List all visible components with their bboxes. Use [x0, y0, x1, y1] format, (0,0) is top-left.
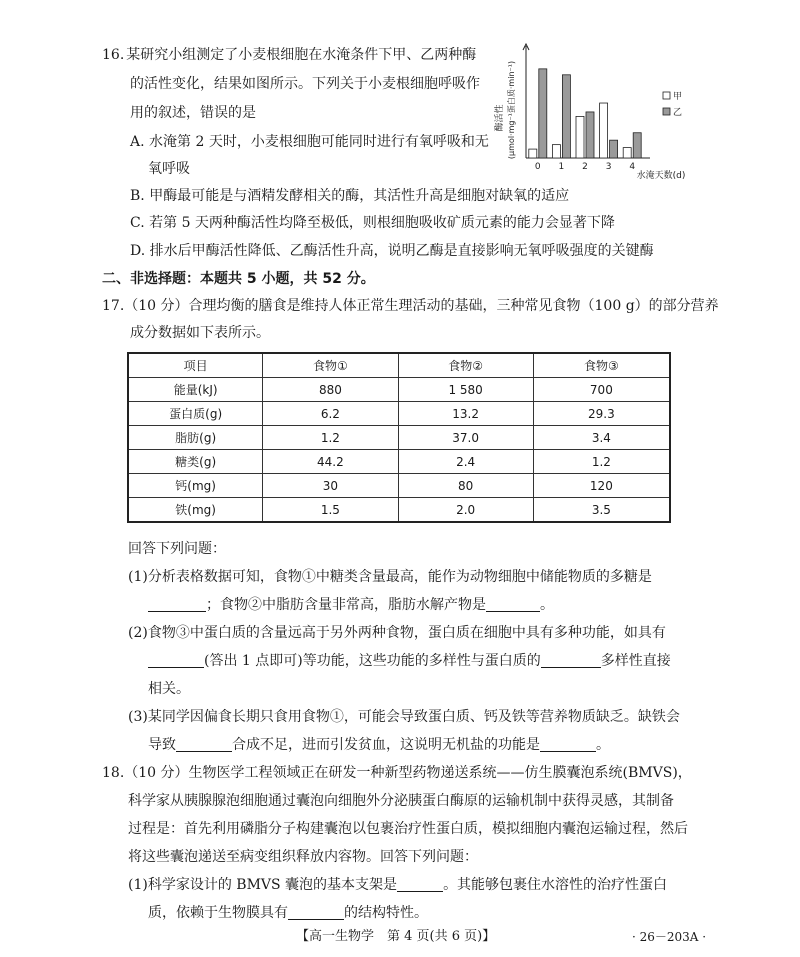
table-cell: 37.0 [398, 426, 533, 450]
chart-ylabel-line2: (μmol·mg⁻¹蛋白质·min⁻¹) [507, 60, 516, 160]
table-row [128, 474, 670, 498]
q17-part3-line2: 导致 合成不足，进而引发贫血，这说明无机盐的功能是 。 [148, 737, 610, 753]
q17-answer-blank-structure[interactable] [541, 653, 601, 668]
table-cell: 3.4 [533, 426, 670, 450]
table-cell: 13.2 [398, 402, 533, 426]
bar-yi-day-4 [633, 133, 641, 158]
q17-answer-blank-polysaccharide[interactable] [148, 597, 206, 612]
bar-jia-day-2 [576, 116, 584, 158]
page-footer: 【高一生物学 第 4 页(共 6 页)】 [296, 929, 496, 944]
nutrition-table [127, 352, 671, 523]
section-2-heading: 二、非选择题：本题共 5 小题，共 52 分。 [102, 271, 375, 287]
table-cell: 80 [398, 474, 533, 498]
page-code: · 26－203A · [632, 930, 707, 944]
x-tick-label: 4 [629, 162, 636, 172]
table-row [128, 378, 670, 402]
table-cell: 1.2 [263, 426, 398, 450]
q18-part1-line2: 质，依赖于生物膜具有 的结构特性。 [148, 905, 428, 921]
q17-part2-line3: 相关。 [148, 681, 190, 697]
bar-jia-day-0 [529, 149, 537, 158]
table-row [128, 498, 670, 523]
q16-option-d: D. 排水后甲酶活性降低、乙酶活性升高，说明乙酶是直接影响无氧呼吸强度的关键酶 [130, 243, 654, 259]
q18-stem-line3: 过程是：首先利用磷脂分子构建囊泡以包裹治疗性蛋白质，模拟细胞内囊泡运输过程，然后 [128, 821, 688, 837]
enzyme-activity-chart [488, 40, 700, 185]
q18-stem-line4: 将这些囊泡递送至病变组织释放内容物。回答下列问题： [128, 849, 478, 865]
q18-answer-blank-basic-scaffold[interactable] [397, 877, 443, 892]
table-cell: 3.5 [533, 498, 670, 523]
table-header-cell: 项目 [128, 353, 263, 378]
bar-jia-day-4 [623, 148, 631, 158]
table-cell: 700 [533, 378, 670, 402]
x-tick-label: 3 [605, 162, 612, 172]
x-tick-label: 0 [534, 162, 541, 172]
chart-plot-area [523, 44, 650, 172]
table-header-cell: 食物③ [533, 353, 670, 378]
q17-stem-line2: 成分数据如下表所示。 [130, 325, 270, 341]
bar-yi-day-1 [562, 75, 570, 158]
q17-prompt: 回答下列问题： [128, 541, 226, 557]
table-header-row [128, 353, 670, 378]
bar-jia-day-1 [552, 145, 560, 158]
legend-swatch-jia [663, 92, 670, 99]
bar-yi-day-0 [539, 69, 547, 158]
q16-option-b: B. 甲酶最可能是与酒精发酵相关的酶，其活性升高是细胞对缺氧的适应 [130, 188, 570, 204]
table-row-label: 脂肪(g) [128, 426, 263, 450]
x-tick-label: 2 [582, 162, 588, 172]
table-header-cell: 食物① [263, 353, 398, 378]
q17-answer-blank-iron[interactable] [176, 737, 232, 752]
table-row-label: 铁(mg) [128, 498, 263, 523]
bar-yi-day-3 [610, 140, 618, 158]
q17-part2-line2: (答出 1 点即可)等功能，这些功能的多样性与蛋白质的 多样性直接 [148, 650, 671, 672]
q17-part1-line1: (1)分析表格数据可知，食物①中糖类含量最高，能作为动物细胞中储能物质的多糖是 [128, 569, 652, 585]
q18-answer-blank-membrane-property[interactable] [288, 905, 344, 920]
table-cell: 29.3 [533, 402, 670, 426]
q18-stem-line2: 科学家从胰腺腺泡细胞通过囊泡向细胞外分泌胰蛋白酶原的运输机制中获得灵感，其制备 [128, 793, 674, 809]
table-row [128, 426, 670, 450]
table-row-label: 钙(mg) [128, 474, 263, 498]
table-cell: 30 [263, 474, 398, 498]
q17-answer-blank-protein-function[interactable] [148, 653, 204, 668]
q17-part2-line1: (2)食物③中蛋白质的含量远高于另外两种食物，蛋白质在细胞中具有多种功能，如具有 [128, 625, 666, 641]
q16-option-a-line1: A. 水淹第 2 天时，小麦根细胞可能同时进行有氧呼吸和无 [130, 134, 489, 150]
bar-yi-day-2 [586, 112, 594, 158]
q17-part3-line1: (3)某同学因偏食长期只食用食物①，可能会导致蛋白质、钙及铁等营养物质缺乏。缺铁会 [128, 709, 680, 725]
table-cell: 880 [263, 378, 398, 402]
table-row-label: 糖类(g) [128, 450, 263, 474]
q16-option-a-line2: 氧呼吸 [148, 161, 190, 177]
q17-part1-line2: ；食物②中脂肪含量非常高，脂肪水解产物是 。 [148, 594, 554, 616]
table-cell: 44.2 [263, 450, 398, 474]
table-cell: 6.2 [263, 402, 398, 426]
q16-stem-line1: 16. 某研究小组测定了小麦根细胞在水淹条件下甲、乙两种酶 [102, 47, 477, 63]
bar-jia-day-3 [600, 103, 608, 158]
legend-label-jia: 甲 [673, 92, 683, 102]
chart-xlabel: 水淹天数(d) [636, 171, 686, 181]
table-row-label: 蛋白质(g) [128, 402, 263, 426]
table-header-cell: 食物② [398, 353, 533, 378]
table-cell: 1 580 [398, 378, 533, 402]
q18-stem-line1: 18.（10 分）生物医学工程领域正在研发一种新型药物递送系统——仿生膜囊泡系统(BMVS)， [102, 765, 692, 781]
table-row-label: 能量(kJ) [128, 378, 263, 402]
table-cell: 2.4 [398, 450, 533, 474]
table-row [128, 450, 670, 474]
table-row [128, 402, 670, 426]
table-cell: 120 [533, 474, 670, 498]
table-cell: 2.0 [398, 498, 533, 523]
q17-answer-blank-fat-products[interactable] [486, 597, 540, 612]
q17-answer-blank-mineral-function[interactable] [540, 737, 596, 752]
q17-stem-line1: 17.（10 分）合理均衡的膳食是维持人体正常生理活动的基础，三种常见食物（100 g）的部分营养 [102, 298, 719, 314]
q16-option-c: C. 若第 5 天两种酶活性均降至极低，则根细胞吸收矿质元素的能力会显著下降 [130, 215, 615, 231]
q16-stem-line2: 的活性变化，结果如图所示。下列关于小麦根细胞呼吸作 [130, 76, 480, 92]
q16-stem-line3: 用的叙述，错误的是 [130, 105, 256, 121]
table-cell: 1.5 [263, 498, 398, 523]
x-tick-label: 1 [558, 162, 565, 172]
legend-swatch-yi [663, 108, 670, 115]
legend-label-yi: 乙 [673, 108, 683, 118]
q18-part1-line1: (1)科学家设计的 BMVS 囊泡的基本支架是 。其能够包裹住水溶性的治疗性蛋白 [128, 877, 668, 893]
table-cell: 1.2 [533, 450, 670, 474]
chart-ylabel-line1: 酶活性 [495, 104, 505, 132]
